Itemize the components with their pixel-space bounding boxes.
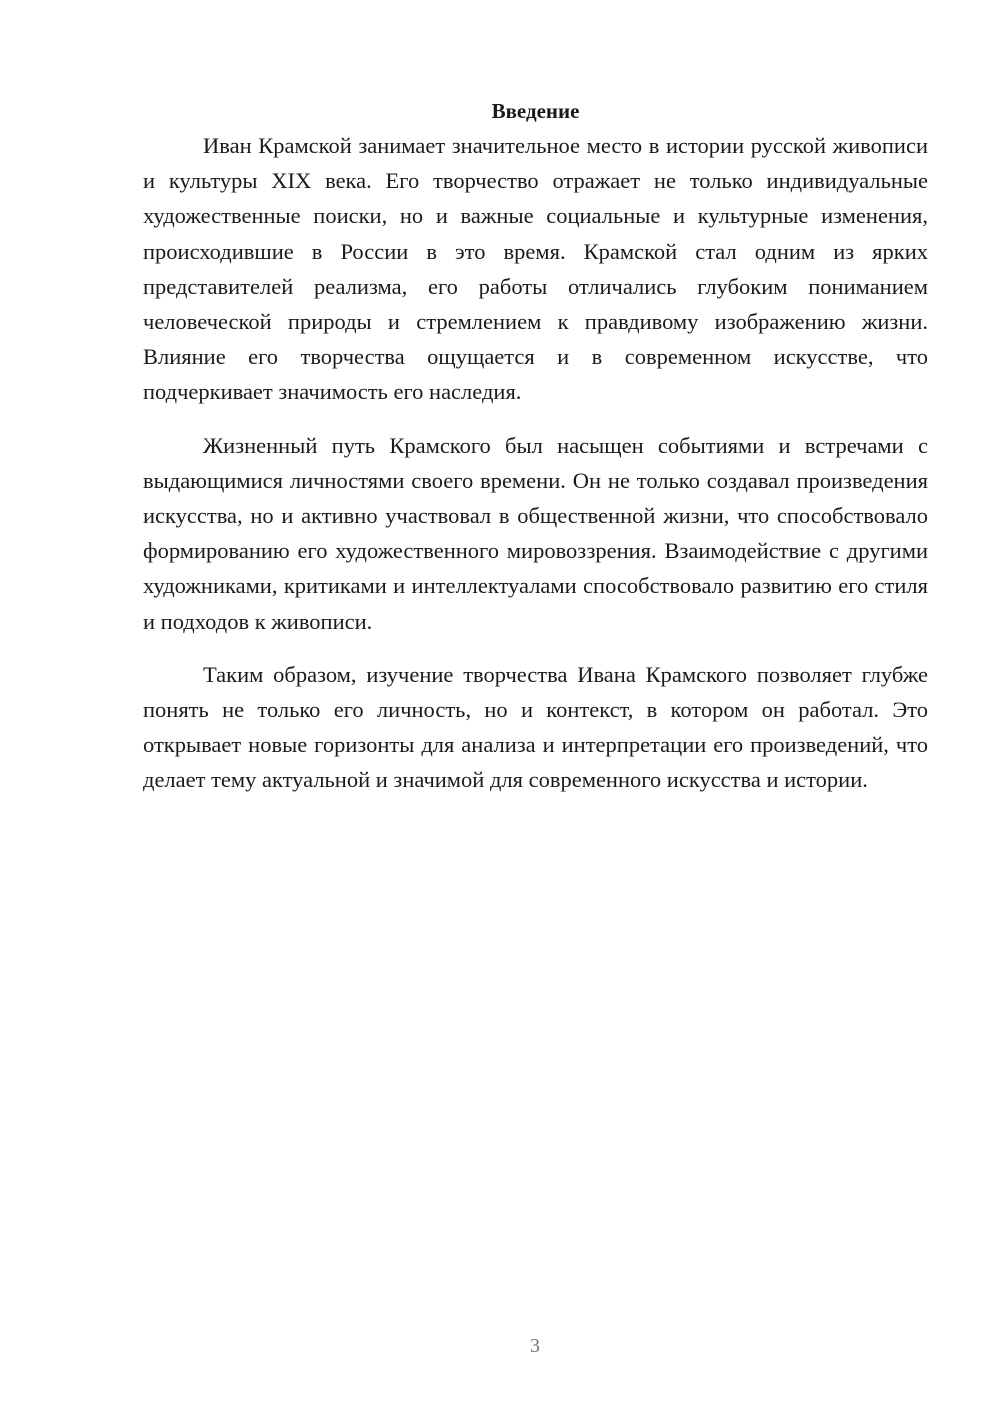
page-content [143,96,928,816]
paragraph-2: Жизненный путь Крамского был насыщен событиями и встречами с выдающимися личностями своего времени. Он не только создавал произведения искусства, но и активно участвовал в общественной жизни, что способствовало формированию его художественного мировоззрения. Взаимодействие с другими художниками, критиками и интеллектуалами способствовало развитию его стиля и подходов к живописи. [143,432,928,634]
paragraph-3: Таким образом, изучение творчества Ивана Крамского позволяет глубже понять не только его личность, но и контекст, в котором он работал. Это открывает новые горизонты для анализа и интерпретации его произведений, что делает тему актуальной и значимой для современного искусства и истории. [143,661,928,793]
page-number: 3 [530,1335,540,1357]
section-heading: Введение [491,99,580,123]
paragraph-1: Иван Крамской занимает значительное место в истории русской живописи и культуры XIX века. Его творчество отражает не только индивидуальные художественные поиски, но и важные социальные и культурные изменения, происходившие в России в это время. Крамской стал одним из ярких представителей реализма, его работы отличались глубоким пониманием человеческой природы и стремлением к правдивому изображению жизни. Влияние его творчества ощущается и в современном искусстве, что подчеркивает значимость его наследия. [143,133,928,405]
